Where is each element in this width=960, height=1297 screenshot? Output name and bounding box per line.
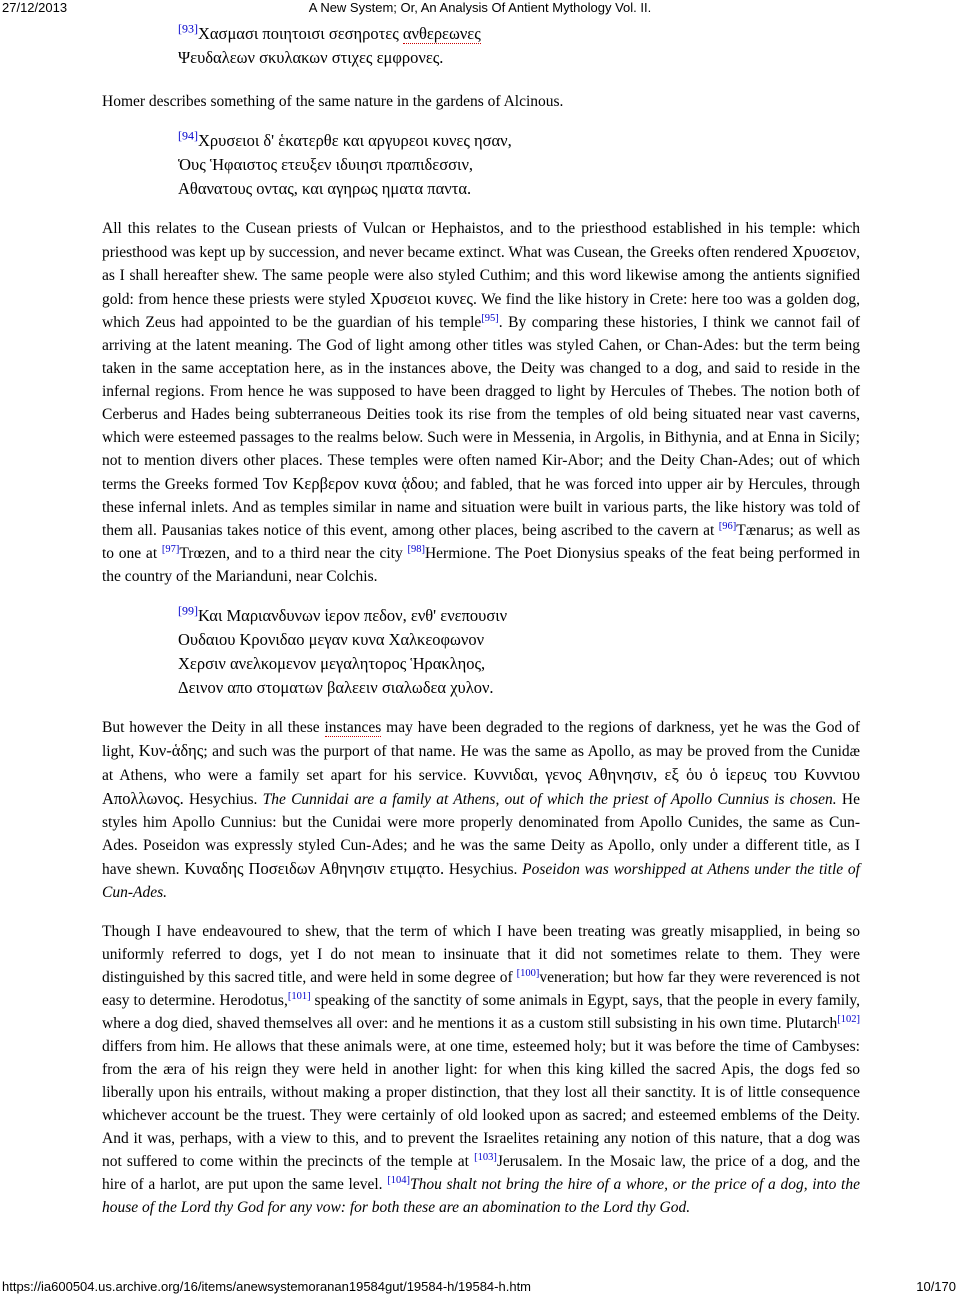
verse-line: Δεινον απο στοματων βαλεειν σιαλωδεα χυλον. [178, 678, 494, 697]
italic-translation: Poseidon was worshipped at Athens under the title of Cun-Ades. [102, 861, 860, 901]
verse-line: Αθανατους οντας, και αγηρως ηματα παντα. [178, 179, 472, 198]
verse-text: Και Μαριανδυνων ἱερον πεδον, ενθ' ενεπουσιν [198, 606, 508, 625]
paragraph: Though I have endeavoured to shew, that the term of which I have been treating was greatly misapplied, in being so uniformly referred to dogs, yet I do not mean to insinuate that it did not sometimes relate to them. They were distinguished by this sacred title, and were held in some degree of [100]veneration; but how far they were reverenced is not easy to determine. Herodotus,[101] speaking of the sanctity of some animals in Egypt, says, that the people in every family, where a dog died, shaved themselves all over: and he mentions it as a custom still subsisting in his own time. Plutarch[102] differs from him. He allows that these animals were, at one time, esteemed holy; but it was before the time of Cambyses: from the æra of his reign they were held in another light: for when this king killed the sacred Apis, the dogs fed so liberally upon his entrails, without making a proper distinction, that they lost all their sanctity. It is of little consequence whichever account be the truest. They were certainly of old looked upon as sacred; and esteemed emblems of the Deity. And it was, perhaps, with a view to this, and to prevent the Israelites retaining any notion of this nature, that a dog was not suffered to come within the precincts of the temple at [103]Jerusalem. In the Mosaic law, the price of a dog, and the hire of a harlot, are put upon the same level. [104]Thou shalt not bring the hire of a whore, or the price of a dog, into the house of the Lord thy God for any vow: for both these are an abomination to the Lord thy God. [102, 923, 861, 1216]
footnote-link-95[interactable]: [95] [481, 312, 499, 324]
greek-text: Κυν-ἁδης [138, 741, 204, 760]
footnote-link-103[interactable]: [103] [474, 1151, 497, 1163]
footnote-link-94[interactable]: [94] [178, 128, 198, 143]
italic-translation: The Cunnidai are a family at Athens, out of which the priest of Apollo Cunnius is chosen. [262, 791, 837, 808]
verse-line: Ψευδαλεων σκυλακων στιχες εμφρονες. [178, 48, 444, 67]
document-title: A New System; Or, An Analysis Of Antient Mythology Vol. II. [308, 0, 652, 15]
page-footer [0, 1279, 960, 1297]
footnote-link-93[interactable]: [93] [178, 21, 198, 36]
greek-text: Κυναδης Ποσειδων Αθηνησιν ετιμᾳτο. [184, 859, 445, 878]
spellcheck-word: ανθερεωνες [402, 24, 481, 43]
greek-text: Τον Κερβερον κυνα ᾁδου [262, 474, 435, 493]
source-url: https://ia600504.us.archive.org/16/items/anewsystemoranan19584gut/19584-h/19584-h.htm [2, 1279, 532, 1294]
verse-text: Χρυσειοι δ' ἑκατερθε και αργυρεοι κυνες ησαν, [198, 131, 512, 150]
paragraph: But however the Deity in all these instances may have been degraded to the regions of darkness, yet he was the God of light, Κυν-ἁδης; and such was the purport of that name. He was the same as Apollo, as may be proved from the Cunidæ at Athens, who were a family set apart for his service. Κυννιδαι, γενος Αθηνησιν, εξ ὁυ ὁ ἱερευς του Κυννιου Απολλωνος. Hesychius. The Cunnidai are a family at Athens, out of which the priest of Apollo Cunnius is chosen. He styles him Apollo Cunnius: but the Cunidai were more properly denominated from Apollo Cunides, the same as Cun-Ades. Poseidon was expressly styled Cun-Ades; and he was the same Deity as Apollo, only under a different title, as I have shewn. Κυναδης Ποσειδων Αθηνησιν ετιμᾳτο. Hesychius. Poseidon was worshipped at Athens under the title of Cun-Ades. [102, 719, 860, 901]
verse-94 [178, 129, 860, 201]
verse-line: Χερσιν ανελκομενον μεγαλητορος Ἡρακληος, [178, 654, 486, 673]
print-date: 27/12/2013 [2, 0, 68, 15]
verse-line [178, 22, 860, 46]
paragraph: All this relates to the Cusean priests of Vulcan or Hephaistos, and to the priesthood established in his temple: which priesthood was kept up by succession, and never became extinct. What was Cusean, the Greeks often rendered Χρυσειον, as I shall hereafter shew. The same people were also styled Cuthim; and this word likewise among the antients signified gold: from hence these priests were styled Χρυσειοι κυνες. We find the like history in Crete: here too was a golden dog, which Zeus had appointed to be the guardian of his temple[95]. By comparing these histories, I think we cannot fail of arriving at the latent meaning. The God of light among other titles was styled Cahen, or Chan-Ades: but the term being taken in the same acceptation here, as in the instances above, the Deity was changed to a dog, and said to reside in the infernal regions. From hence he was supposed to have been dragged to light by Hercules of Thebes. The notion both of Cerberus and Hades being subterraneous Deities took its rise from the temples of old being situated near vast caverns, which were esteemed passages to the realms below. Such were in Messenia, in Argolis, in Bithynia, and at Enna in Sicily; not to mention divers other places. These temples were often named Kir-Abor; and the Deity Chan-Ades; out of which terms the Greeks formed Τον Κερβερον κυνα ᾁδου; and fabled, that he was forced into upper air by Hercules, through these infernal inlets. And as temples similar in name and situation were built in various parts, the like history was told of them all. Pausanias takes notice of this event, among other places, being ascribed to the cavern at [96]Tænarus; as well as to one at [97]Trœzen, and to a third near the city [98]Hermione. The Poet Dionysius speaks of the feat being performed in the country of the Marianduni, near Colchis. [102, 220, 860, 585]
footnote-link-98[interactable]: [98] [407, 543, 425, 555]
footnote-link-101[interactable]: [101] [287, 990, 311, 1002]
page-content [102, 18, 860, 1219]
page-header [0, 0, 960, 18]
footnote-link-102[interactable]: [102] [837, 1013, 860, 1025]
footnote-link-100[interactable]: [100] [516, 967, 540, 979]
verse-line [178, 604, 860, 628]
verse-line [178, 129, 860, 153]
footnote-link-99[interactable]: [99] [178, 603, 198, 618]
verse-99 [178, 604, 860, 700]
footnote-link-104[interactable]: [104] [387, 1174, 410, 1186]
greek-text: Χρυσειον [791, 242, 857, 261]
footnote-link-97[interactable]: [97] [161, 543, 180, 555]
verse-line: Ουδαιου Κρονιδαο μεγαν κυνα Χαλκεοφωνον [178, 630, 485, 649]
greek-text: Χρυσειοι κυνες [369, 289, 473, 308]
verse-line: Ὁυς Ἡφαιστος ετευξεν ιδυιησι πραπιδεσσιν, [178, 155, 474, 174]
verse-text: Χασμασι ποιητοισι σεσηροτες [198, 24, 403, 43]
paragraph: Homer describes something of the same nature in the gardens of Alcinous. [102, 93, 564, 110]
spellcheck-word: instances [324, 719, 382, 736]
verse-93 [178, 22, 860, 70]
italic-quotation: Thou shalt not bring the hire of a whore, or the price of a dog, into the house of the Lord thy God for any vow: for both these are an abomination to the Lord thy God. [102, 1176, 860, 1216]
greek-text: Κυννιδαι, γενος Αθηνησιν, εξ ὁυ ὁ ἱερευς του Κυννιου Απολλωνος. [102, 765, 860, 808]
footnote-link-96[interactable]: [96] [718, 520, 737, 532]
page-number: 10/170 [916, 1279, 956, 1294]
